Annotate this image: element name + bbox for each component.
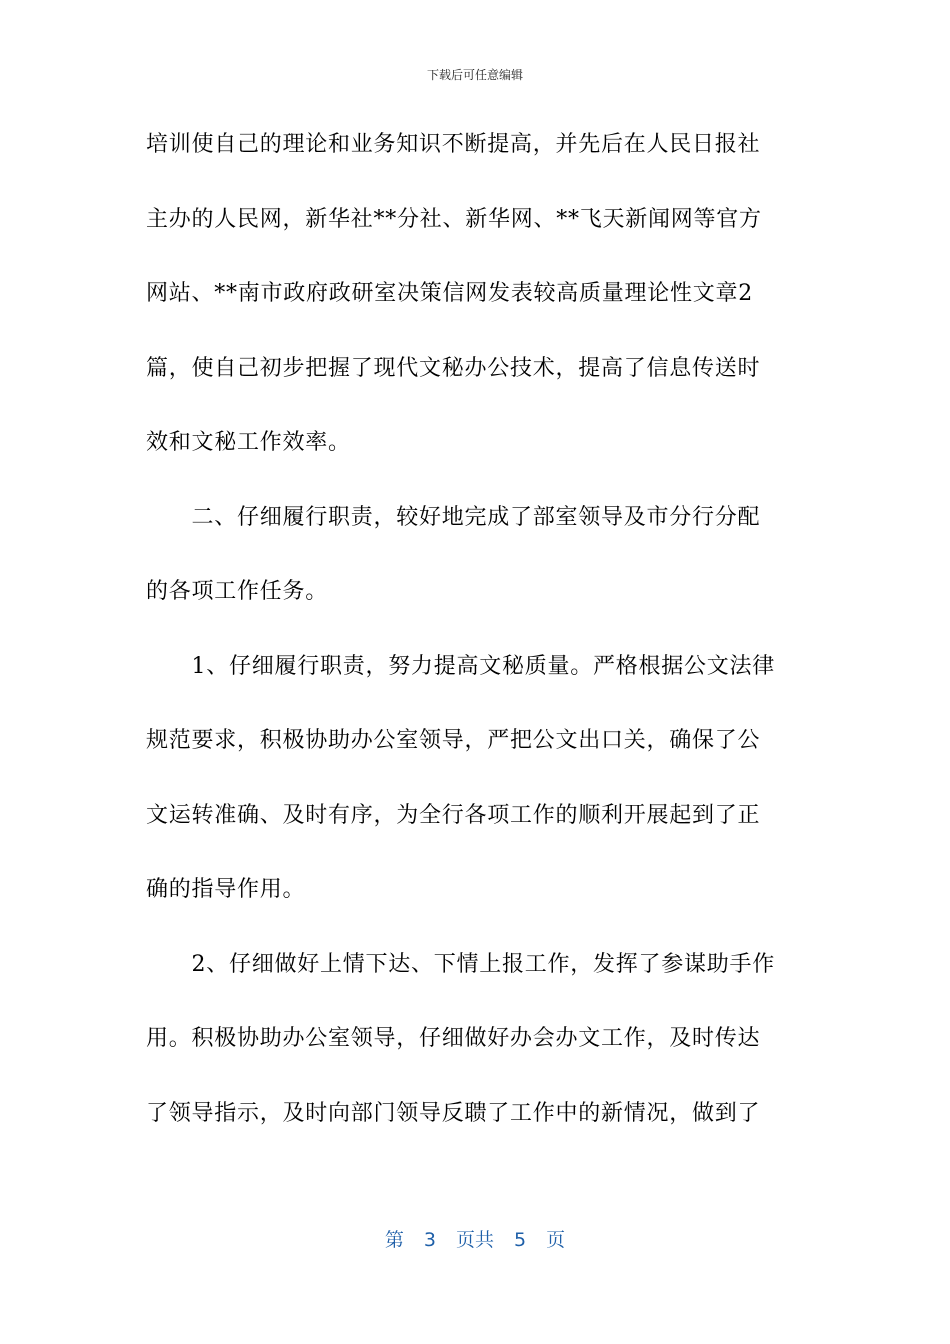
text-line: 培训使自己的理论和业务知识不断提高，并先后在人民日报社 [146,132,761,157]
text-line: 的各项工作任务。 [146,579,329,604]
text-line: 文运转准确、及时有序，为全行各项工作的顺利开展起到了正 [146,802,761,828]
text-line: 规范要求，积极协助办公室领导，严把公文出口关，确保了公 [146,728,761,753]
text-line: 用。积极协助办公室领导，仔细做好办会办文工作，及时传达 [146,1026,761,1051]
page-header-note: 下载后可任意编辑 [426,68,523,82]
text-line: 确的指导作用。 [146,877,306,902]
text-line: 效和文秘工作效率。 [146,430,351,455]
text-line: 网站、**南市政府政研室决策信网发表较高质量理论性文章2 [146,281,753,306]
text-line: 2、仔细做好上情下达、下情上报工作，发挥了参谋助手作 [146,951,775,977]
page-number-footer: 第 3 页共 5 页 [384,1229,566,1251]
text-line: 二、仔细履行职责，较好地完成了部室领导及市分行分配 [146,504,761,530]
text-line: 主办的人民网，新华社**分社、新华网、**飞天新闻网等官方 [146,206,762,232]
text-line: 1、仔细履行职责，努力提高文秘质量。严格根据公文法律 [146,653,775,679]
text-line: 了领导指示，及时向部门领导反聩了工作中的新情况，做到了 [146,1100,761,1126]
text-line: 篇，使自己初步把握了现代文秘办公技术，提高了信息传送时 [146,355,761,381]
document-body [146,108,806,1151]
